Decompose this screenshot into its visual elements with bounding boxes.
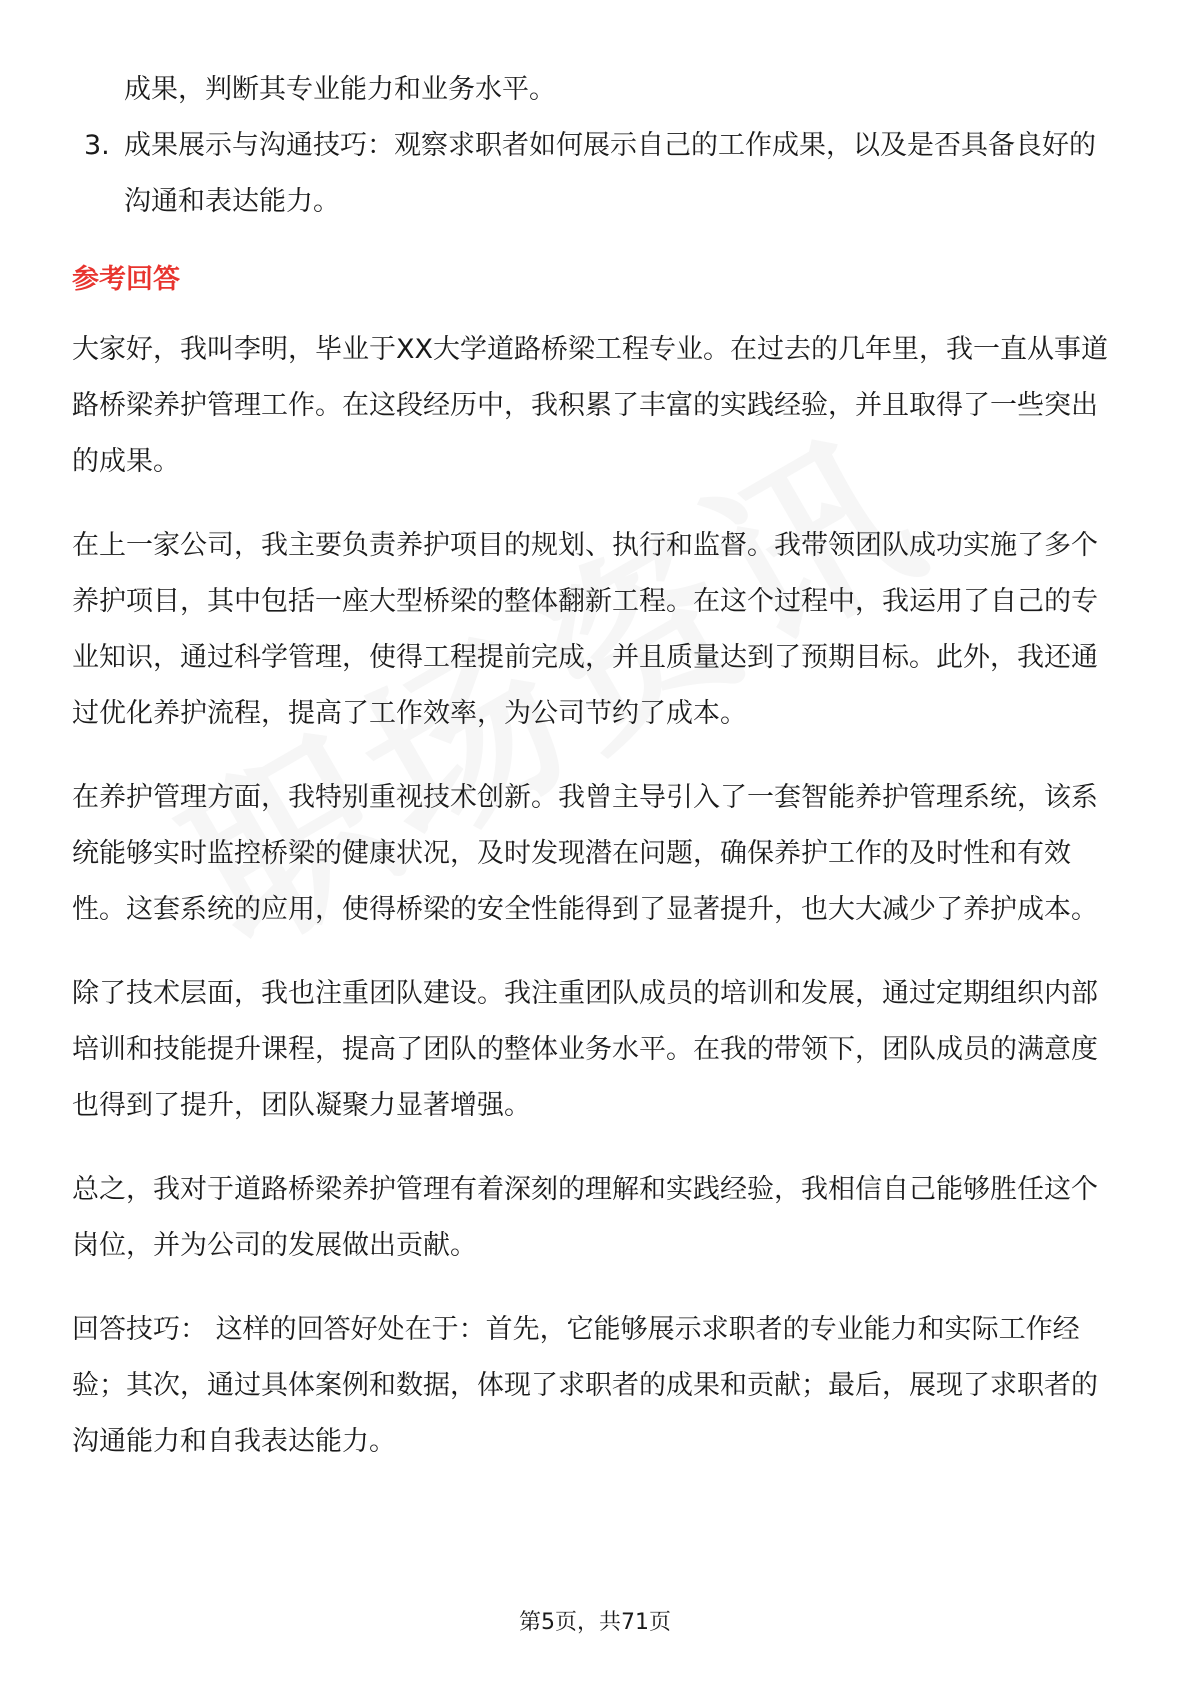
answer-paragraph: 在上一家公司，我主要负责养护项目的规划、执行和监督。我带领团队成功实施了多个养护项目，其中包括一座大型桥梁的整体翻新工程。在这个过程中，我运用了自己的专业知识，通过科学管理，使得工程提前完成，并且质量达到了预期目标。此外，我还通过优化养护流程，提高了工作效率，为公司节约了成本。 — [72, 530, 1098, 729]
reference-answer-heading: 参考回答 — [72, 264, 180, 295]
criteria-item-continuation: 成果，判断其专业能力和业务水平。 — [124, 74, 556, 105]
criteria-item-text: 成果展示与沟通技巧：观察求职者如何展示自己的工作成果，以及是否具备良好的沟通和表达能力。 — [124, 130, 1096, 217]
answer-paragraph: 大家好，我叫李明，毕业于XX大学道路桥梁工程专业。在过去的几年里，我一直从事道路桥梁养护管理工作。在这段经历中，我积累了丰富的实践经验，并且取得了一些突出的成果。 — [72, 334, 1108, 477]
answer-paragraph: 在养护管理方面，我特别重视技术创新。我曾主导引入了一套智能养护管理系统，该系统能够实时监控桥梁的健康状况，及时发现潜在问题，确保养护工作的及时性和有效性。这套系统的应用，使得桥梁的安全性能得到了显著提升，也大大减少了养护成本。 — [72, 782, 1098, 925]
answer-paragraph: 除了技术层面，我也注重团队建设。我注重团队成员的培训和发展，通过定期组织内部培训和技能提升课程，提高了团队的整体业务水平。在我的带领下，团队成员的满意度也得到了提升，团队凝聚力显著增强。 — [72, 978, 1098, 1121]
criteria-item-number: 3. — [84, 130, 110, 161]
page-number-footer: 第5页，共71页 — [519, 1610, 671, 1635]
page-content — [72, 62, 1122, 1498]
answer-tips-paragraph: 回答技巧： 这样的回答好处在于：首先，它能够展示求职者的专业能力和实际工作经验；其次，通过具体案例和数据，体现了求职者的成果和贡献；最后，展现了求职者的沟通能力和自我表达能力。 — [72, 1314, 1098, 1457]
answer-paragraph: 总之，我对于道路桥梁养护管理有着深刻的理解和实践经验，我相信自己能够胜任这个岗位，并为公司的发展做出贡献。 — [72, 1174, 1098, 1261]
criteria-item-3 — [72, 118, 1122, 230]
